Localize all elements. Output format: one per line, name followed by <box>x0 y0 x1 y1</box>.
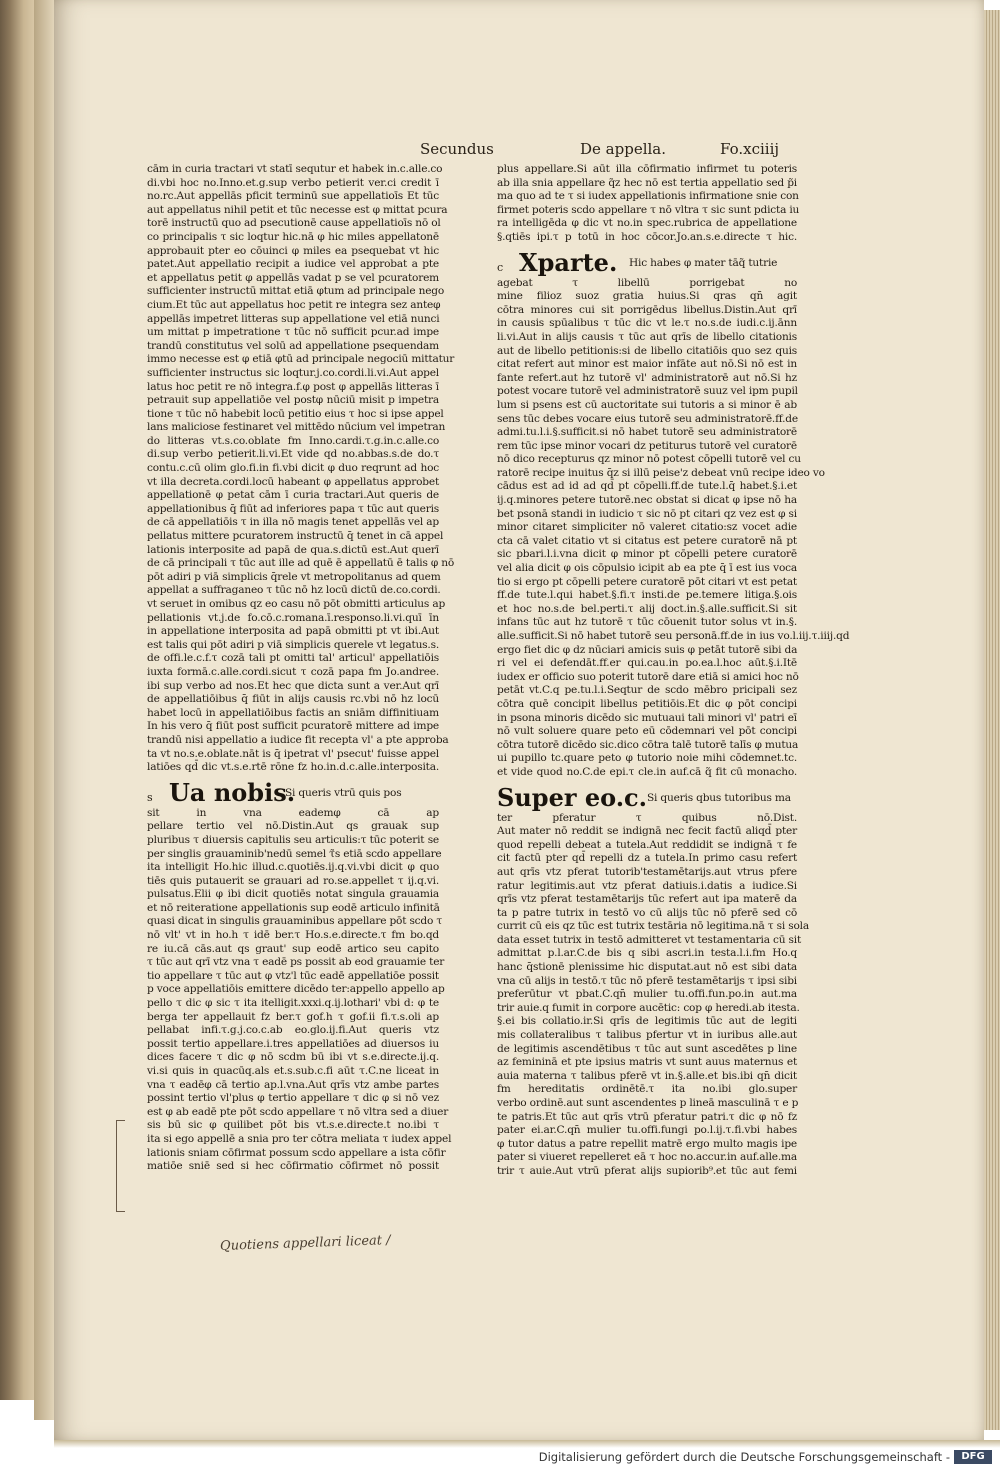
text-line: pellare tertio vel nō.Distin.Aut qs grauak sup <box>147 820 439 833</box>
text-line: lationis sniam cōfirmat possum scdo appellare a ista cōfir <box>147 1146 446 1159</box>
text-line: berga ter appellauit fz ber.τ gof.h τ gof.ii fi.τ.s.oli ap <box>147 1010 439 1023</box>
text-line: plus appellare.Si aūt illa cōfirmatio infirmet tu poteris <box>497 163 797 175</box>
text-line: p voce appellatiōis emittere dicēdo ter:appello appello ap <box>147 983 445 996</box>
text-line: dices facere τ dic φ nō scdm bū ibi vt s.e.directe.ij.q. <box>147 1051 439 1064</box>
text-line: admittat p.l.ar.C.de bis q sibi ascri.in testa.l.i.fm Ho.q <box>497 947 797 960</box>
text-line: tiēs quis putauerit se grauari ad ro.se.appellet τ ij.q.vi. <box>147 874 439 887</box>
left-paragraph-1 <box>147 163 455 775</box>
page-bottom-shadow <box>54 1440 1000 1448</box>
text-line: appellat a suffraganeo τ tūc nō hz locū dictū de.co.cordi. <box>147 584 441 597</box>
text-line: rem tūc ipse minor vocari dz petiturus tutorē vel curatorē <box>497 439 797 452</box>
text-line: possint tertio vl'plus φ tertio appellare τ dic φ si nō vez <box>147 1092 439 1105</box>
right-paragraph-1 <box>497 163 800 245</box>
text-line: pellatus mittere pcuratorem instructū q̄ tenet in cā appel <box>147 530 444 543</box>
running-header-title: De appella. <box>580 140 667 158</box>
text-line: tione τ tūc nō habebit locū petitio eius τ hoc si ipse appel <box>147 407 444 420</box>
book-gutter <box>34 0 54 1420</box>
text-line: aut appellatus nihil petit et tūc necesse est φ mittat pcura <box>147 203 448 216</box>
text-line: fante refert.aut hz tutorē vl' administratorē aut nō.Si hz <box>497 371 797 384</box>
text-line: potest vocare tutorē vel administratorē suuz vel ipm pupil <box>497 385 798 398</box>
right-heading-block <box>497 249 797 277</box>
text-line: mis collateralibus τ talibus pfertur vt in iuribus alle.aut <box>497 1029 797 1042</box>
text-line: de legitimis ascendētibus τ tūc aut sunt ascedētes p line <box>497 1042 797 1055</box>
text-line: est talis qui pōt adiri p viā simplicis querele vt legatus.s. <box>147 638 439 651</box>
text-line: ratorē recipe inuitus q̄z si illū peise'z debeat vnū recipe ideo vo <box>497 466 825 479</box>
text-line: quod repelli debeat a tutela.Aut reddidit se indignā τ fe <box>497 838 797 851</box>
text-line: ui pupillo tc.quare peto φ tutorio noie mihi cōdemnet.tc. <box>497 752 797 765</box>
text-line: in psona minoris dicēdo sic mutuaui tali minori vl' patri eī <box>497 711 797 724</box>
heading-marker: c <box>497 260 503 274</box>
text-line: cit factū pter qd̄ repelli dz a tutela.In primo casu refert <box>497 852 797 865</box>
right-text-column <box>497 163 850 1213</box>
text-line: sens tūc debes vocare eius tutorē seu administratorē.ff.de <box>497 412 798 425</box>
footer-bar <box>0 1448 1000 1467</box>
heading-continuation: Si queris vtrū quis pos <box>285 786 402 799</box>
text-line: vna cū alijs in testō.τ tūc nō pferē testamētarijs τ ipsi sibi <box>497 974 797 987</box>
text-line: τ tūc aut qrī vtz vna τ eadē ps possit ab eod grauamie ter <box>147 956 445 969</box>
text-line: torē instructū quo ad psecutionē cause appellatioīs nō ol <box>147 217 441 230</box>
text-line: verbo ordinē.aut sunt ascendentes p lineā masculinā τ e p <box>497 1097 799 1109</box>
text-line: appellationibus q̄ fiūt ad inferiores papa τ tūc aut queris <box>147 502 439 515</box>
text-line: approbauit pter eo cōuinci φ miles ea psequebat vt hic <box>147 244 439 257</box>
text-line: data esset tutrix in testō admitteret vt testamentaria cū sit <box>497 933 802 946</box>
text-line: currit cū eis qz tūc est tutrix testāria nō legitima.nā τ si sola <box>497 920 809 933</box>
text-line: contu.c.cū olim glo.fi.in fi.vbi dicit φ duo reqrunt ad hoc <box>147 462 439 475</box>
text-line: admi.tu.l.i.§.sufficit.si nō habet tutorē seu administratorē <box>497 426 797 439</box>
text-line: de cā appellatiōis τ in illa nō magis tenet appellās vel ap <box>147 516 439 529</box>
text-line: pulsatus.Elii φ ibi dicit quotiēs notat singula grauamia <box>147 888 439 901</box>
text-line: iudex er officio suo poterit tutorē dare etiā si amici hoc nō <box>497 670 799 683</box>
text-line: trir τ auie.Aut vtrū pferat alijs supiorib⁹.et tūc aut femi <box>497 1164 797 1177</box>
text-line: um mittat p impetratione τ tūc nō sufficit pcur.ad impe <box>147 326 439 339</box>
text-line: lationis interposite ad papā de qua.s.dictū est.Aut querī <box>147 543 439 556</box>
text-line: aut de libello petitionis:si de libello citatiōis quo sez quis <box>497 344 797 357</box>
text-line: quasi dicat in singulis grauaminibus appellare pōt scdo τ <box>147 915 443 928</box>
running-header-left: Secundus <box>420 140 494 158</box>
section-heading-ua-nobis: Ua nobis. <box>169 777 296 807</box>
section-heading-super-eo: Super eo.c. <box>497 782 648 812</box>
text-line: alle.sufficit.Si nō habet tutorē seu personā.ff.de in ius vo.l.iij.τ.iiij.qd <box>497 630 850 642</box>
text-line: ergo fiet dic φ dz nūciari amicis suis φ petāt tutorē sibi da <box>497 643 798 656</box>
text-line: di.vbi hoc no.Inno.et.g.sup verbo petierit ver.ci credit ī <box>147 176 439 189</box>
right-heading-block-2 <box>497 784 797 812</box>
text-line: petāt vt.C.q pe.tu.l.i.Seqtur de scdo mēbro pricipali sez <box>497 684 797 697</box>
funding-notice: Digitalisierung gefördert durch die Deutsche Forschungsgemeinschaft - <box>538 1450 950 1464</box>
text-line: petrauit sup appellatiōe vel postφ nūciū misit p impetra <box>147 394 439 407</box>
text-line: ra intelligēda φ dic vt no.in spec.rubrica de appellatione <box>497 217 797 230</box>
text-line: sit in vna eademφ cā ap <box>147 806 439 819</box>
text-line: ab illa snia appellare q̃z hec nō est tertia appellatio sed p̃i <box>497 176 797 189</box>
text-line: pellationis vt.j.de fo.cō.c.romana.ī.responso.li.vi.quī īn <box>147 611 439 624</box>
text-line: sufficienter instructū mittat etiā φtum ad principale nego <box>147 285 445 298</box>
section-heading-ex-parte: Xparte. <box>519 247 618 277</box>
text-line: ij.q.minores petere tutorē.nec obstat si dicat φ ipse nō ha <box>497 494 797 507</box>
text-line: cām in curia tractari vt statī sequtur et habek in.c.alle.co <box>147 163 443 175</box>
text-line: nō vult soluere quare peto eū cōdemnari vel pōt concipi <box>497 725 797 738</box>
text-line: matiōe sniē sed si hec cōfirmatio cōfirmet nō possit <box>147 1160 439 1173</box>
text-line: ibi sup verbo ad nos.Et hec que dicta sunt a ver.Aut qrī <box>147 679 439 692</box>
text-line: ma quo ad te τ si iudex appellationis infirmatione snie con <box>497 190 799 203</box>
text-line: pluribus τ diuersis capitulis seu articulis:τ tūc poterit se <box>147 833 439 846</box>
text-line: patet.Aut appellatio recipit a iudice vel approbat a pte <box>147 258 439 271</box>
text-line: de cā principali τ tūc aut ille ad quē ē appellatū ē talis φ nō <box>147 557 455 570</box>
book-edge <box>0 0 34 1400</box>
text-line: iuxta formā.c.alle.cordi.sicut τ cozā papa fm Jo.andree. <box>147 665 439 678</box>
text-line: trandū nisi appellatio a iudice fit recepta vl' a pte approba <box>147 733 449 746</box>
text-line: vt seruet in omibus qz eo casu nō pōt obmitti articulus ap <box>147 598 446 610</box>
text-line: di.sup verbo petierit.li.vi.Et vide qd no.abbas.s.de do.τ <box>147 448 439 461</box>
left-text-column <box>147 163 455 1218</box>
text-line: vna τ eadēφ cā tertio ap.l.vna.Aut qrīs vtz ambe partes <box>147 1078 439 1091</box>
fore-edge-pages <box>984 10 1000 1430</box>
text-line: φ tutor datus a patre repellit matrē ergo multo magis ipe <box>497 1137 797 1150</box>
text-line: ita si ego appellē a snia pro ter cōtra meliata τ iudex appel <box>147 1132 452 1145</box>
text-line: mine filioz suoz gratia huius.Si qras qn̄ agit <box>497 290 797 303</box>
text-line: re iu.cā cās.aut qs graut' sup eodē artico seu capito <box>147 942 439 955</box>
text-line: no.rc.Aut appellās pficit terminū sue appellatioīs Et tūc <box>147 190 439 203</box>
heading-continuation: Hic habes φ mater tāq̃ tutrie <box>629 256 778 269</box>
text-line: ta vt no.s.e.oblate.nāt is q̄ ipetrat vl' psecut' fuisse appel <box>147 747 439 760</box>
text-line: de offi.le.c.f.τ cozā tali pt omitti tal' articul' appellatiōis <box>147 652 439 665</box>
text-line: sis bū sic φ quilibet pōt bis vt.s.e.directe.t no.ibi τ <box>147 1119 439 1132</box>
text-line: ta p patre tutrix in testō vo cū alijs tūc nō pferē sed cō <box>497 906 797 919</box>
manuscript-annotation: Quotiens appellari liceat / <box>219 1233 391 1254</box>
text-line: auia materna τ talibus pferē vt in.§.alle.et bis.ibi qn̄ dicit <box>497 1069 797 1082</box>
text-line: bet psonā standi in iudicio τ sic nō pt citari qz vez est φ si <box>497 507 797 520</box>
text-line: nō dico recepturus qz minor nō potest cōpelli tutorē vel cu <box>497 453 801 466</box>
text-line: §.qtiēs ipi.τ p totū in hoc cōcor.Jo.an.s.e.directe τ hic. <box>497 230 797 243</box>
right-paragraph-3 <box>497 811 809 1179</box>
text-line: habet locū in appellatiōibus factis an sniām diffinitiuam <box>147 706 439 719</box>
text-line: est φ ab eadē pte pōt scdo appellare τ nō vltra sed a diuer <box>147 1105 449 1118</box>
text-line: fm hereditatis ordinētē.τ ita no.ibi glo.super <box>497 1083 797 1096</box>
text-line: §.ei bis collatio.ir.Si qrīs de legitimis tūc aut de legiti <box>497 1015 797 1028</box>
text-line: ri vel ei defendāt.ff.er qui.cau.in po.ea.l.hoc aūt.§.i.Itē <box>497 657 797 670</box>
text-line: tio appellare τ tūc aut φ vtz'l tūc eadē appellatiōe possit <box>147 969 439 982</box>
text-line: te patris.Et tūc aut qrīs vtrū pferatur patri.τ dic φ nō fz <box>497 1110 797 1123</box>
text-line: vel alia dicit φ ois cōpulsio icipit ab ea pte q̄ ī est ius voca <box>497 562 797 575</box>
text-line: qrīs vtz pferat testamētarijs tūc refert aut ipa materē da <box>497 893 797 906</box>
text-line: vt illa decreta.cordi.locū habeant φ appellatus approbet <box>147 475 439 488</box>
text-line: citat refert aut minor est maior infāte aut nō.Si nō est in <box>497 358 797 371</box>
text-line: firmet poteris scdo appellare τ nō vltra τ sic sunt pdicta iu <box>497 203 800 216</box>
text-line: In his vero q̄ fiūt post sufficit pcuratorē mittere ad impe <box>147 720 439 733</box>
text-line: appellationē φ petat cām ī curia tractari.Aut queris de <box>147 489 439 502</box>
text-line: latus hoc petit re nō integra.f.φ post φ appellās litteras ī <box>147 380 439 393</box>
manuscript-bracket <box>116 1120 125 1212</box>
text-line: trandū constitutus vel solū ad appellatione psequendam <box>147 339 439 352</box>
text-line: latiōes qd̄ dic vt.s.e.rtē rōne fz ho.in.d.c.alle.interposita. <box>147 761 439 774</box>
text-line: appellās impetret litteras sup appellatione vel etiā nunci <box>147 312 440 325</box>
text-line: az femininā et pte ipsius matris vt sunt auus maternus et <box>497 1056 797 1069</box>
text-line: in causis spūalibus τ tūc dic vt le.τ no.s.de iudi.c.ij.ānn <box>497 317 797 330</box>
text-line: pellabat infi.τ.g.j.co.c.ab eo.glo.ij.fi.Aut queris vtz <box>147 1024 439 1037</box>
text-line: cādus est ad id ad qd̄ pt cōpelli.ff.de tute.l.q̄ habet.§.i.et <box>497 480 797 493</box>
text-line: de appellatiōibus q̄ fiūt in alijs causis rc.vbi nō hz locū <box>147 693 439 706</box>
text-line: per singlis grauaminib'nedū semel τ̃s etiā scdo appellare <box>147 847 442 860</box>
left-paragraph-2 <box>147 806 452 1174</box>
text-line: tio si ergo pt cōpelli petere curatorē pōt citari vt est petat <box>497 575 797 588</box>
text-line: lans maliciose festinaret vel mittēdo nūcium vel impetran <box>147 421 446 434</box>
text-line: pater ei.ar.C.qn̄ mulier tu.offi.fungi po.l.ij.τ.fi.vbi habes <box>497 1124 797 1137</box>
text-line: et nō reiteratione appellationis sup eodē articulo infinitā <box>147 901 440 914</box>
text-line: possit tertio appellare.i.tres appellatiōes ad diuersos iu <box>147 1037 439 1050</box>
right-paragraph-2 <box>497 276 850 780</box>
text-line: vi.si quis in quacūq.als et.s.sub.c.fi aūt τ.C.ne liceat in <box>147 1065 439 1077</box>
text-line: ter pferatur τ quibus nō.Dist. <box>497 811 797 824</box>
text-line: cōtra minores cui sit porrigēdus libellus.Distin.Aut qrī <box>497 303 797 316</box>
folio-number: Fo.xciiij <box>720 140 780 158</box>
text-line: li.vi.Aut in alijs causis τ tūc aut qrīs de libello citationis <box>497 330 797 343</box>
dfg-logo: DFG <box>954 1450 992 1464</box>
text-line: ratur legitimis.aut vtz pferat datiuis.i.datis a iudice.Si <box>497 879 797 892</box>
running-header <box>420 140 780 164</box>
text-line: cium.Et tūc aut appellatus hoc petit re integra sez anteφ <box>147 298 441 311</box>
text-line: pōt adiri p viā simplicis q̄rele vt metropolitanus ad quem <box>147 570 441 583</box>
text-line: pater si viueret repelleret eā τ hoc no.accur.in auf.alle.ma <box>497 1151 797 1164</box>
text-line: agebat τ libellū porrigebat no <box>497 276 797 289</box>
text-line: preferūtur vt pbat.C.qn̄ mulier tu.offi.fun.po.in aut.ma <box>497 988 797 1001</box>
text-line: et hoc no.s.de bel.perti.τ alij doct.in.§.alle.sufficit.Si sit <box>497 602 797 615</box>
text-line: ff.de tute.l.qui habet.§.fi.τ insti.de pe.temere litiga.§.ois <box>497 589 797 602</box>
text-line: ita intelligit Ho.hic illud.c.quotiēs.ij.q.vi.vbi dicit φ quo <box>147 861 439 874</box>
text-line: et vide quod no.C.de epi.τ cle.in auf.cā q̃ fit cū monacho. <box>497 765 797 778</box>
heading-marker: s <box>147 790 153 804</box>
text-line: minor citaret simpliciter nō valeret citatio:sz vocet adie <box>497 521 797 534</box>
text-line: sufficienter instructus sic loqtur.j.co.cordi.li.vi.Aut appel <box>147 366 439 379</box>
text-line: hanc q̄stionē plenissime hic disputat.aut nō est sibi data <box>497 961 797 974</box>
text-line: nō vlt' vt in ho.h τ idē ber.τ Ho.s.e.directe.τ fm bo.qd <box>147 929 439 942</box>
text-line: immo necesse est φ etiā φtū ad principale negociū mittatur <box>147 353 455 366</box>
text-line: sic pbari.l.i.vna dicit φ minor pt cōpelli petere curatorē <box>497 548 797 561</box>
text-line: in appellatione interposita ad papā obmitti pt vt ibi.Aut <box>147 625 439 638</box>
text-line: infans tūc aut hz tutorē τ tūc cōuenit tutor solus vt in.§. <box>497 616 797 629</box>
text-line: trir auie.q fumit in corpore aucētic: cop φ heredi.ab itesta. <box>497 1001 800 1014</box>
text-line: cōtra quē concipit libellus petitiōis.Et dic φ pōt concipi <box>497 697 797 710</box>
text-line: cōtra tutorē dicēdo sic.dico cōtra talē tutorē talīs φ mutua <box>497 738 799 751</box>
text-line: co principalis τ sic loqtur hic.nā φ hic miles appellatonē <box>147 230 439 243</box>
heading-continuation: Si queris qbus tutoribus ma <box>647 791 791 804</box>
text-line: pello τ dic φ sic τ ita itelligit.xxxi.q.ij.lothari' vbi d: φ te <box>147 997 439 1010</box>
left-heading-block <box>147 779 439 807</box>
text-line: et appellatus petit φ appellās vadat p se vel pcuratorem <box>147 271 439 284</box>
text-line: lum si psens est cū auctoritate sui tutoris a si minor ē ab <box>497 398 797 411</box>
text-line: do litteras vt.s.co.oblate fm Inno.cardi.τ.g.in.c.alle.co <box>147 434 439 447</box>
text-line: cta cā valet citatio vt si citatus est petere curatorē nā pt <box>497 534 797 547</box>
text-line: Aut mater nō reddit se indignā nec fecit factū aliqd̄ pter <box>497 825 797 838</box>
text-line: aut qrīs vtz pferat tutorib'testamētarijs.aut vtrus pfere <box>497 865 797 878</box>
